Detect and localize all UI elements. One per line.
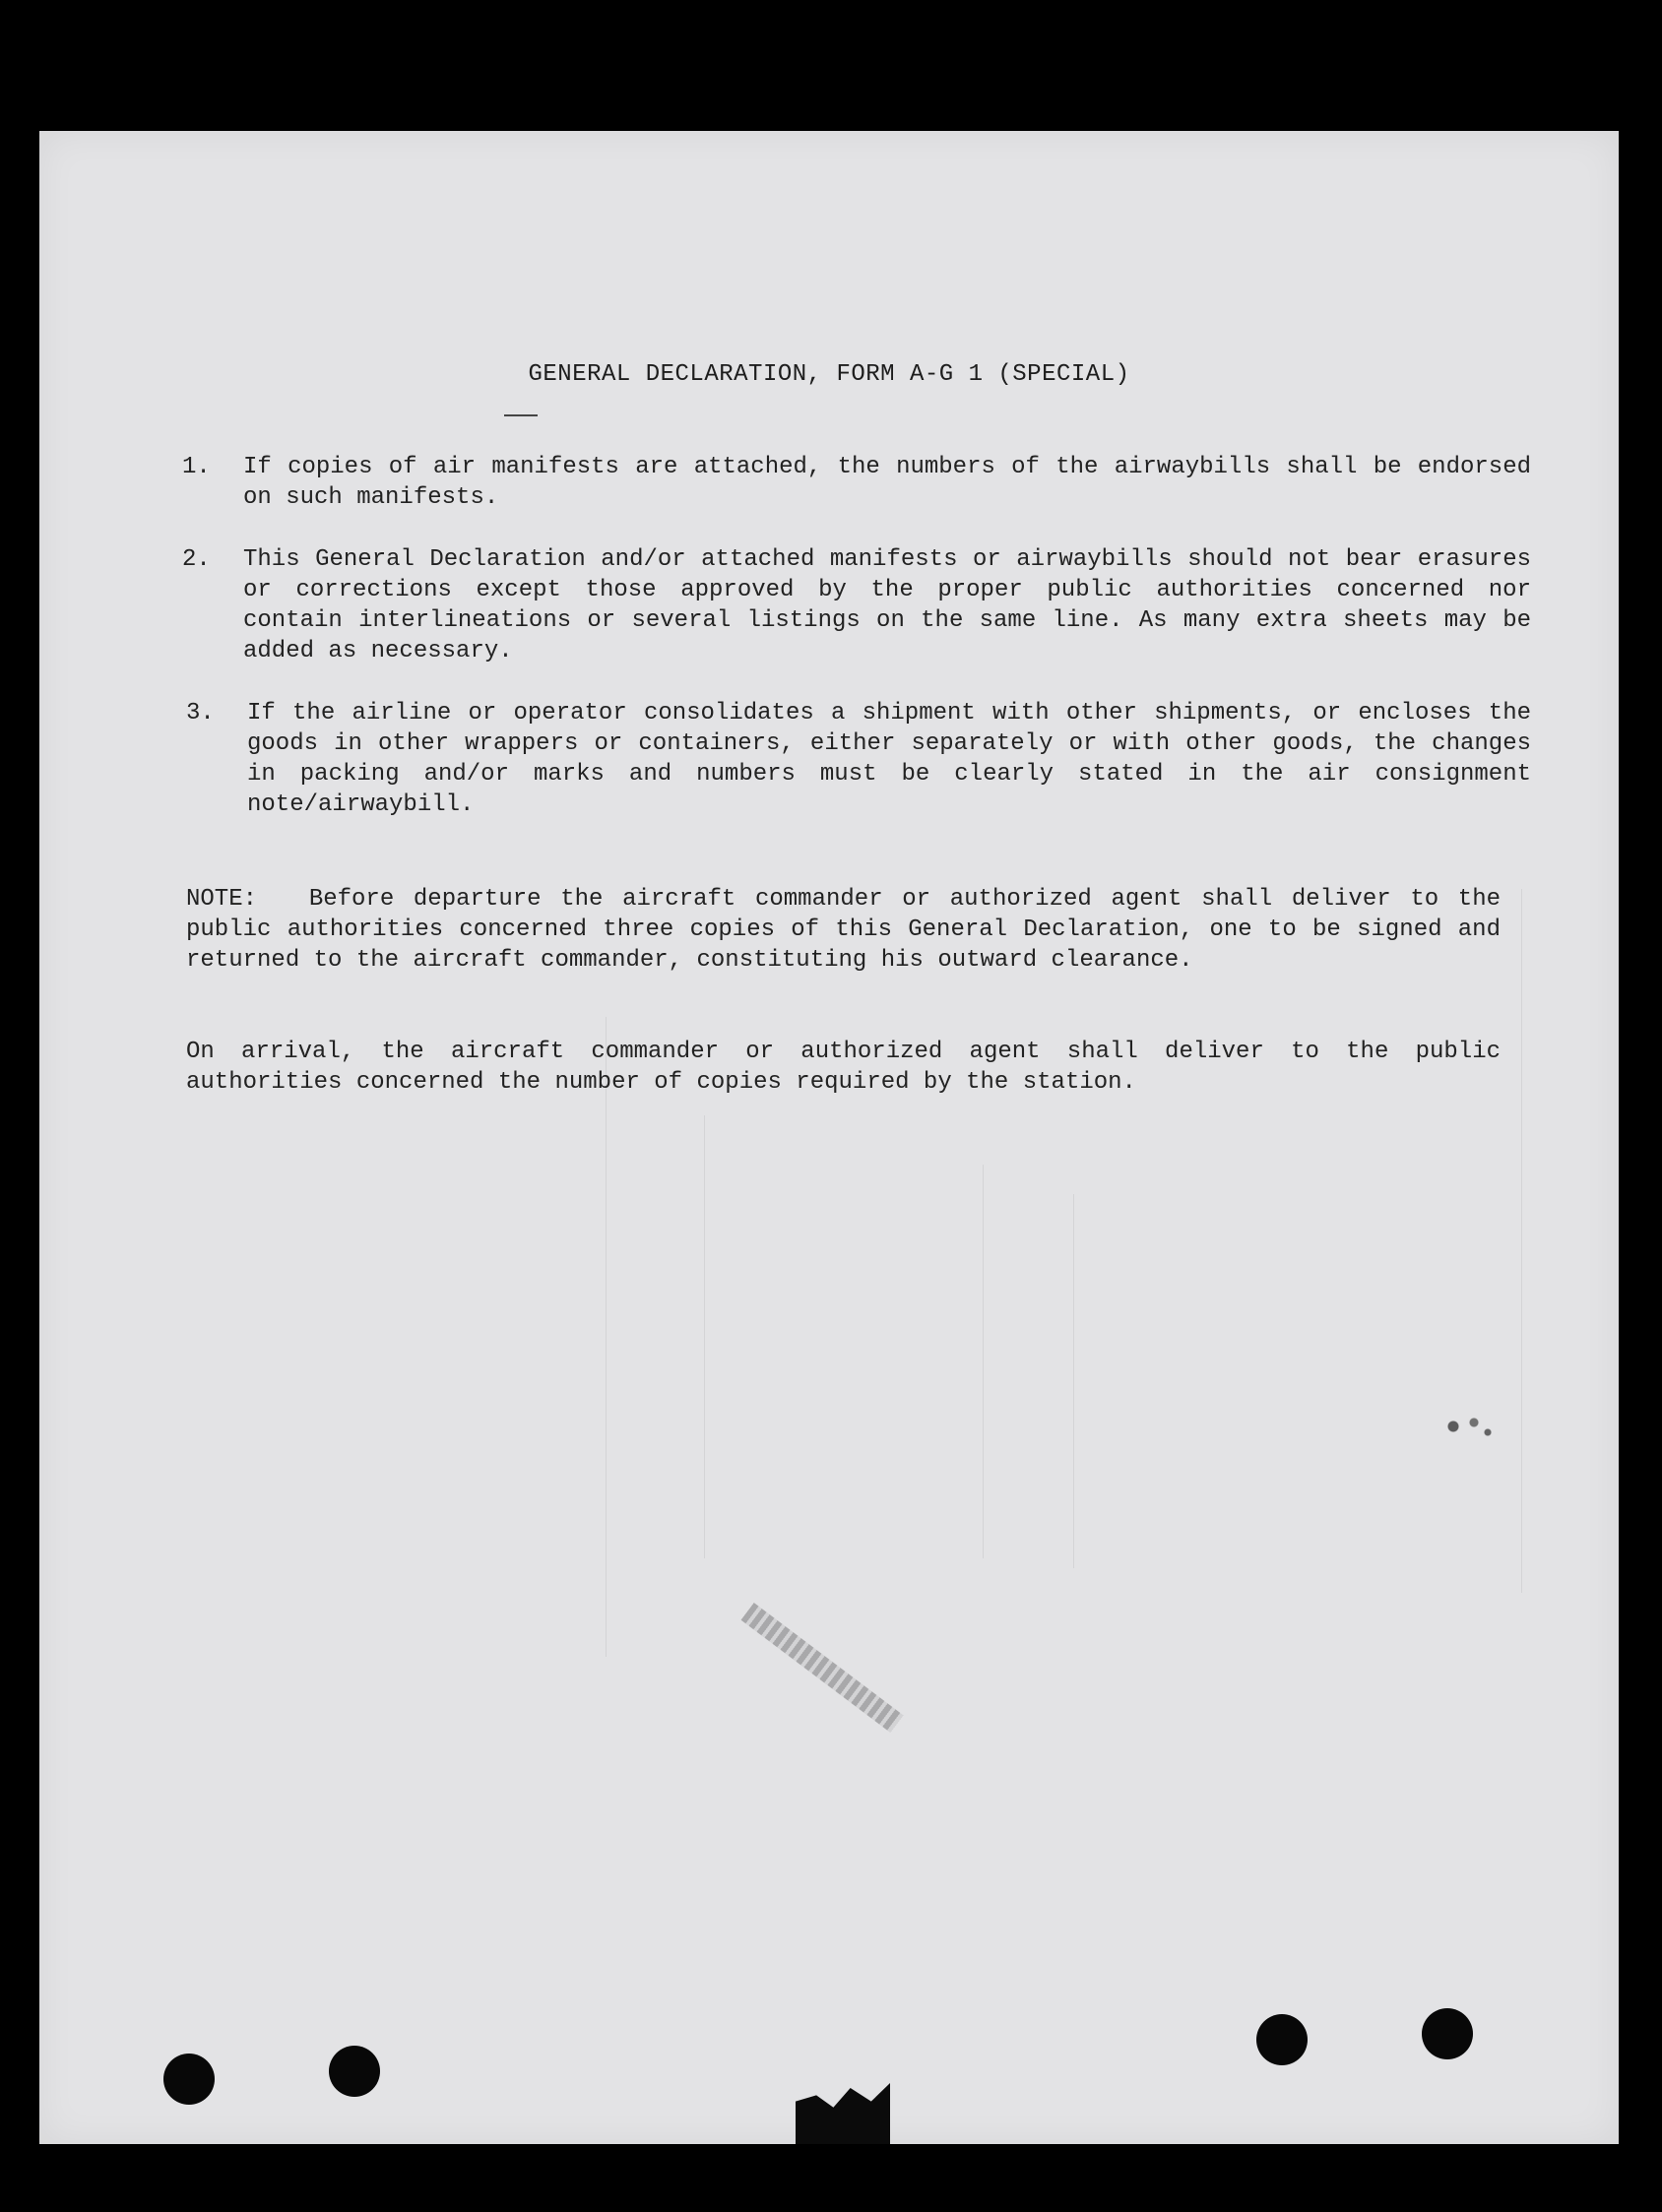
list-item (182, 452, 1531, 513)
list-item-number: 2. (182, 546, 211, 573)
ink-speck-mark (1433, 1411, 1502, 1450)
punch-hole (163, 2054, 215, 2105)
arrival-text: On arrival, the aircraft commander or authorized agent shall deliver to the public authorities concerned the number of copies required by the station. (186, 1039, 1501, 1096)
page-title: GENERAL DECLARATION, FORM A-G 1 (SPECIAL) (528, 361, 1130, 388)
bleed-through-line (1521, 889, 1522, 1593)
document-page (39, 131, 1619, 2144)
bleed-through-line (704, 1115, 705, 1558)
punch-hole (1422, 2008, 1473, 2059)
title-underline-mark (504, 414, 538, 416)
bleed-through-line (983, 1165, 984, 1558)
list-item-text: If copies of air manifests are attached, the numbers of the airwaybills shall be endorsed on such manifests. (243, 454, 1531, 511)
list-item (182, 544, 1531, 666)
list-item-number: 1. (182, 454, 211, 480)
arrival-paragraph (186, 1037, 1501, 1098)
bleed-through-line (1073, 1194, 1074, 1568)
punch-hole (1256, 2014, 1308, 2065)
note-text: Before departure the aircraft commander or authorized agent shall deliver to the public authorities concerned three copies of this General Declaration, one to be signed and returned to the aircraft commander, constituting his outward clearance. (186, 886, 1501, 974)
stain-mark (741, 1603, 904, 1733)
list-item (182, 698, 1531, 820)
list-item-number: 3. (186, 700, 215, 727)
bleed-through-line (606, 1017, 607, 1657)
note-paragraph (186, 884, 1501, 976)
list-item-text: If the airline or operator consolidates a shipment with other shipments, or encloses the goods in other wrappers or containers, either separately or with other goods, the changes in packing and/or marks and numbers must be clearly stated in the air consignment note/airwaybill. (247, 700, 1531, 818)
list-item-text: This General Declaration and/or attached manifests or airwaybills should not bear erasures or corrections except those approved by the proper public authorities concerned nor contain interlineations or several listings on the same line. As many extra sheets may be added as necessary. (243, 546, 1531, 664)
note-label: NOTE: (186, 886, 258, 913)
punch-hole (329, 2046, 380, 2097)
